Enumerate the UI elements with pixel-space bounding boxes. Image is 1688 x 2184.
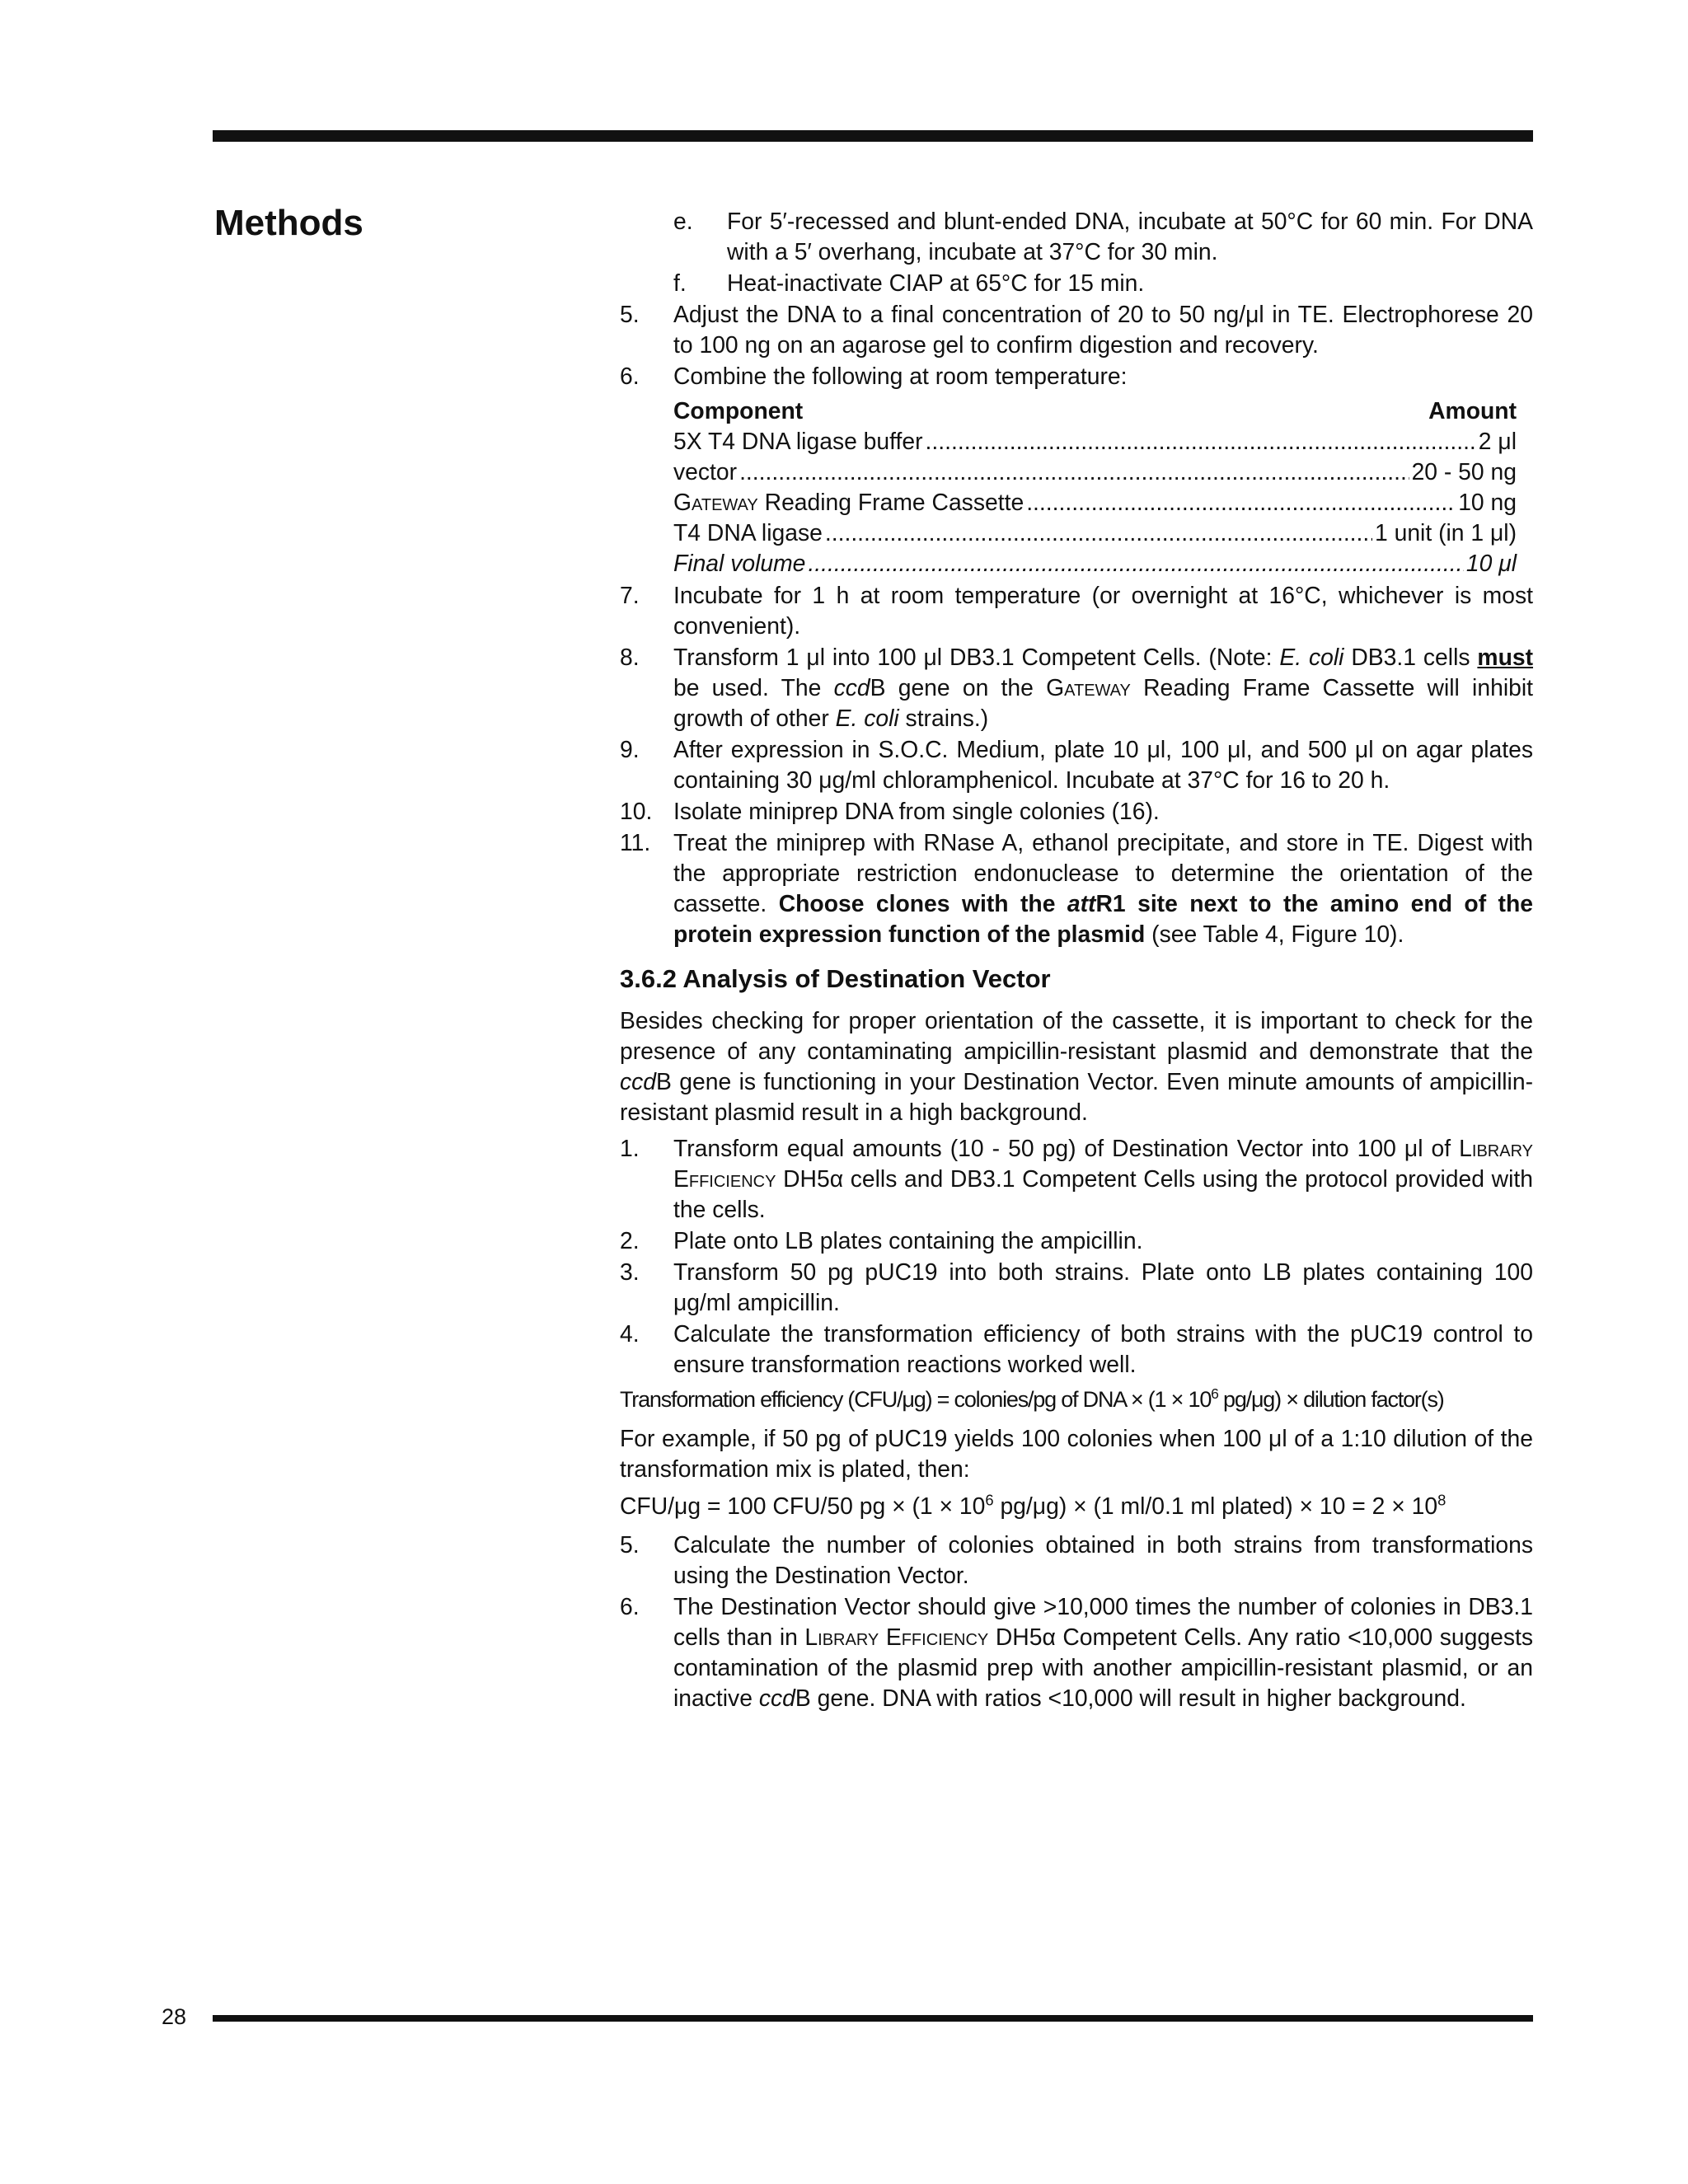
step-number: 11. (620, 829, 651, 855)
step-number: 6. (620, 363, 640, 389)
step-text: Treat the miniprep with RNase A, ethanol precipitate, and store in TE. Digest with the appropriate restriction endonuclease to determine the orientation of the cassette. Choose clones with the attR1 site next to the amino end of the protein expression function of the plasmid (see Table 4, Figure 10). (673, 829, 1534, 947)
component-name: T4 DNA ligase (673, 519, 823, 546)
step-text: Plate onto LB plates containing the ampicillin. (673, 1227, 1143, 1254)
step-text: Transform 50 pg pUC19 into both strains. Plate onto LB plates containing 100 μg/ml ampicillin. (673, 1258, 1533, 1315)
analysis-step-4 (620, 1319, 1533, 1380)
step-number: e. (673, 208, 693, 234)
step-text: The Destination Vector should give >10,000 times the number of colonies in DB3.1 cells than in Library Efficiency DH5α Competent Cells. Any ratio <10,000 suggests contamination of the plasmid prep with another ampicillin-resistant plasmid, or an inactive ccdB gene. DNA with ratios <10,000 will result in higher background. (673, 1593, 1533, 1711)
step-8 (620, 642, 1533, 733)
table-header (673, 396, 1517, 426)
step-number: 6. (620, 1593, 640, 1619)
example-paragraph: For example, if 50 pg of pUC19 yields 100 colonies when 100 μl of a 1:10 dilution of the transformation mix is plated, then: (620, 1425, 1533, 1482)
step-text: Combine the following at room temperature: (673, 363, 1128, 389)
analysis-step-5 (620, 1530, 1533, 1591)
step-text: Transform equal amounts (10 - 50 pg) of Destination Vector into 100 μl of Library Efficiency DH5α cells and DB3.1 Competent Cells using the protocol provided with the cells. (673, 1135, 1533, 1222)
leader-dots (1026, 487, 1456, 518)
component-name: Gateway Reading Frame Cassette (673, 489, 1025, 515)
step-number: 5. (620, 1531, 640, 1558)
step-7 (620, 580, 1533, 641)
step-number: f. (673, 269, 687, 296)
page-number: 28 (162, 2004, 187, 2029)
main-content (620, 206, 1533, 1714)
step-text: Isolate miniprep DNA from single colonies (16). (673, 798, 1160, 824)
leader-dots (739, 457, 1409, 487)
top-rule (213, 130, 1533, 142)
column-header-component: Component (673, 397, 804, 424)
component-name: Final volume (673, 550, 806, 576)
step-11 (620, 827, 1533, 949)
step-number: 9. (620, 736, 640, 762)
step-text: Calculate the transformation efficiency of both strains with the pUC19 control to ensure transformation reactions worked well. (673, 1320, 1533, 1377)
analysis-step-6 (620, 1591, 1533, 1713)
step-5 (620, 299, 1533, 360)
step-number: 1. (620, 1135, 640, 1161)
component-amount: 10 ng (1458, 489, 1517, 515)
step-10 (620, 796, 1533, 827)
step-number: 2. (620, 1227, 640, 1254)
subsection-heading: 3.6.2 Analysis of Destination Vector (620, 964, 1051, 993)
analysis-step-2 (620, 1226, 1533, 1256)
leader-dots (926, 426, 1476, 457)
step-text: Heat-inactivate CIAP at 65°C for 15 min. (727, 269, 1145, 296)
analysis-step-1 (620, 1133, 1533, 1225)
step-number: 10. (620, 798, 653, 824)
step-number: 7. (620, 582, 640, 608)
step-text: After expression in S.O.C. Medium, plate 10 μl, 100 μl, and 500 μl on agar plates containing 30 μg/ml chloramphenicol. Incubate at 37°C for 16 to 20 h. (673, 736, 1533, 793)
step-f (620, 268, 1533, 298)
efficiency-formula: Transformation efficiency (CFU/μg) = colonies/pg of DNA × ($1 \times 10^6$ pg/μg) × dilution factor(s) (620, 1385, 1444, 1412)
step-number: 8. (620, 644, 640, 670)
table-row-final-volume (673, 548, 1517, 579)
step-6 (620, 361, 1533, 391)
step-text: Transform 1 μl into 100 μl DB3.1 Competent Cells. (Note: E. coli DB3.1 cells must be used. The ccdB gene on the Gateway Reading Frame Cassette will inhibit growth of other E. coli strains.) (673, 644, 1534, 731)
reaction-table (620, 396, 1517, 579)
step-number: 5. (620, 301, 640, 327)
component-name: vector (673, 458, 738, 485)
component-amount: 1 unit (in 1 μl) (1374, 519, 1517, 546)
column-header-amount: Amount (1428, 397, 1517, 424)
component-name: 5X T4 DNA ligase buffer (673, 428, 923, 454)
intro-paragraph: Besides checking for proper orientation of the cassette, it is important to check for the presence of any contaminating ampicillin-resistant plasmid and demonstrate that the ccdB gene is functioning in your Destination Vector. Even minute amounts of ampicillin-resistant plasmid result in a high background. (620, 1007, 1533, 1125)
step-number: 4. (620, 1320, 640, 1347)
bottom-rule (213, 2015, 1533, 2022)
table-row (673, 518, 1517, 548)
leader-dots (808, 548, 1463, 579)
table-row (673, 457, 1517, 487)
section-title: Methods (214, 203, 363, 243)
table-row (673, 426, 1517, 457)
table-row (673, 487, 1517, 518)
step-e (620, 206, 1533, 267)
step-number: 3. (620, 1258, 640, 1285)
example-calculation: CFU/μg = 100 CFU/50 pg × ($1 \times 10^6$ pg/μg) × (1 ml/0.1 ml plated) × $10 = 2 \times 10^8$ (620, 1491, 1447, 1519)
analysis-step-3 (620, 1257, 1533, 1318)
step-text: Adjust the DNA to a final concentration of 20 to 50 ng/μl in TE. Electrophorese 20 to 100 ng on an agarose gel to confirm digestion and recovery. (673, 301, 1533, 358)
step-text: Incubate for 1 h at room temperature (or overnight at 16°C, whichever is most convenient). (673, 582, 1533, 639)
leader-dots (825, 518, 1372, 548)
step-text: For 5′-recessed and blunt-ended DNA, incubate at 50°C for 60 min. For DNA with a 5′ overhang, incubate at 37°C for 30 min. (727, 208, 1533, 265)
component-amount: 10 μl (1465, 550, 1517, 576)
step-9 (620, 734, 1533, 795)
component-amount: 2 μl (1478, 428, 1517, 454)
step-text: Calculate the number of colonies obtained in both strains from transformations using the Destination Vector. (673, 1531, 1533, 1588)
component-amount: 20 - 50 ng (1411, 458, 1517, 485)
